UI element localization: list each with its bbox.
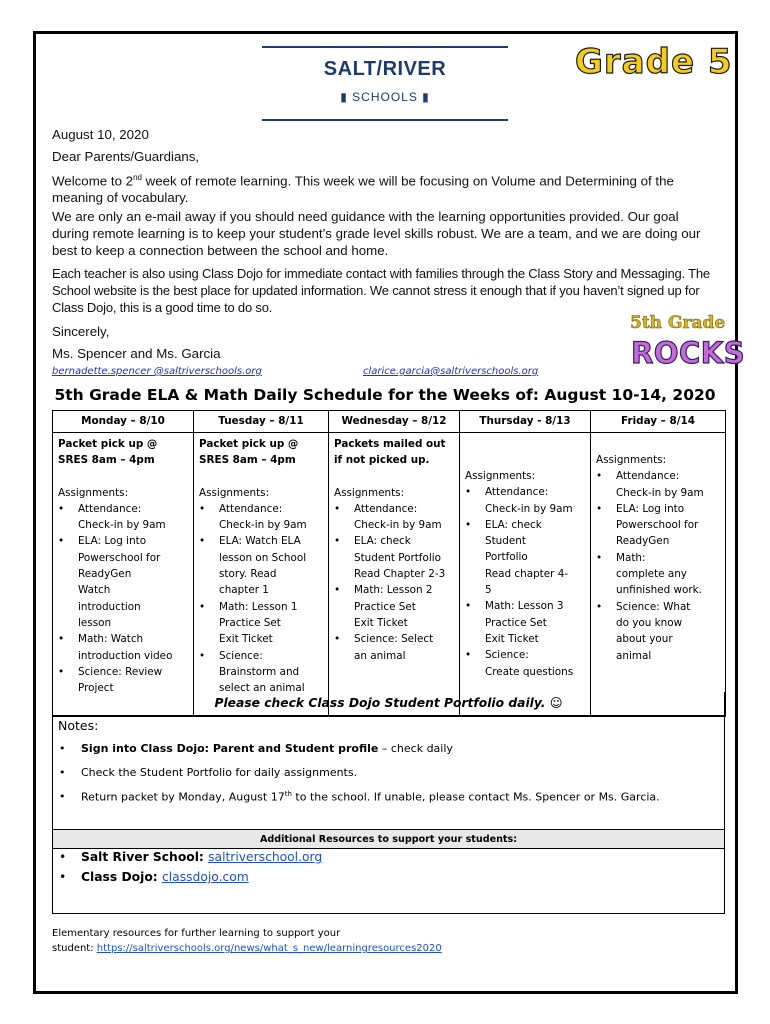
notes-title: Notes: (58, 718, 99, 733)
monday-assignments-label: Assignments: (58, 486, 129, 499)
list-item: • ELA: check Student Portfolio Read chapter 4- 5 (465, 517, 586, 598)
cell-friday (591, 433, 726, 717)
schools-logo-subtitle: ▮ SCHOOLS ▮ (340, 90, 430, 104)
letter-greeting: Dear Parents/Guardians, (52, 149, 200, 164)
list-item: • Science: Create questions (465, 647, 586, 680)
resources-header: Additional Resources to support your students: (52, 829, 725, 849)
letter-paragraph-3: Each teacher is also using Class Dojo for immediate contact with families through the Class Story and Messaging. The School website is the best place for updated information. We cannot stress it enough that if you haven’t signed up for Class Dojo, this is a good time to do so. (52, 266, 710, 315)
schedule-body-row (53, 433, 726, 717)
list-item: • Science: Select an animal (334, 631, 455, 664)
header-wednesday: Wednesday – 8/12 (329, 411, 460, 433)
logo-top-rule (262, 46, 508, 48)
tuesday-assignments-label: Assignments: (199, 486, 270, 499)
header-friday: Friday – 8/14 (591, 411, 726, 433)
list-item: • Attendance: Check-in by 9am (334, 501, 455, 534)
note-item-2: • Check the Student Portfolio for daily assignments. (81, 766, 357, 779)
list-item: • ELA: check Student Portfolio Read Chapter 2-3 (334, 533, 455, 582)
resource-item-class-dojo: • Class Dojo: classdojo.com (81, 870, 249, 884)
schedule-title: 5th Grade ELA & Math Daily Schedule for the Weeks of: August 10-14, 2020 (54, 386, 716, 404)
wednesday-note: Packets mailed out if not picked up. (334, 438, 446, 467)
header-thursday: Thursday - 8/13 (460, 411, 591, 433)
list-item: • ELA: Watch ELA lesson on School story. Read chapter 1 (199, 533, 324, 598)
list-item: • Math: Lesson 1 Practice Set Exit Ticket (199, 599, 324, 648)
list-item: • ELA: Log into Powerschool for ReadyGen Watch introduction lesson (58, 533, 189, 631)
grade-5-title: Grade 5 (575, 42, 733, 82)
email-spencer-link[interactable]: bernadette.spencer @saltriverschools.org (52, 366, 262, 377)
list-item: • Math: Lesson 3 Practice Set Exit Ticket (465, 598, 586, 647)
cell-wednesday (329, 433, 460, 717)
list-item: • ELA: Log into Powerschool for ReadyGen (596, 501, 721, 550)
salt-river-school-link[interactable]: saltriverschool.org (208, 850, 323, 864)
letter-signature: Ms. Spencer and Ms. Garcia (52, 346, 221, 361)
learning-resources-link[interactable]: https://saltriverschools.org/news/what_s_new/learningresources2020 (96, 943, 442, 954)
portfolio-reminder: Please check Class Dojo Student Portfolio daily. ☺ (52, 692, 725, 716)
resource-item-salt-river: • Salt River School: saltriverschool.org (81, 850, 322, 864)
letter-date: August 10, 2020 (52, 127, 149, 142)
logo-left-ornament-icon: ▮ (340, 90, 353, 104)
note-item-3: • Return packet by Monday, August 17th to the school. If unable, please contact Ms. Spencer or Ms. Garcia. (81, 790, 660, 804)
letter-closing: Sincerely, (52, 324, 110, 339)
letter-paragraph-2: We are only an e-mail away if you should need guidance with the learning opportunities provided. Our goal during remote learning is to keep your student’s grade level skills robust. We are a team, and we are doing our best to keep a connection between the school and home. (52, 209, 701, 258)
cell-thursday (460, 433, 591, 717)
email-garcia-link[interactable]: clarice.garcia@saltriverschools.org (363, 366, 539, 377)
schedule-header-row (53, 411, 726, 433)
list-item: • Math: Lesson 2 Practice Set Exit Ticket (334, 582, 455, 631)
thursday-assignments-label: Assignments: (465, 470, 536, 482)
footer-resources: Elementary resources for further learning to support your student: https://saltriverschools.org/news/what_s_new/learningresources2020 (52, 928, 442, 954)
fifth-grade-badge: 5th Grade (630, 313, 726, 333)
list-item: • Math: Watch introduction video (58, 631, 189, 664)
friday-assignments-label: Assignments: (596, 454, 667, 466)
resources-section (52, 848, 725, 914)
cell-tuesday (194, 433, 329, 717)
list-item: • Science: Review Project (58, 664, 189, 697)
header-monday: Monday – 8/10 (53, 411, 194, 433)
cell-monday (53, 433, 194, 717)
tuesday-note: Packet pick up @ SRES 8am – 4pm (199, 438, 299, 467)
list-item: • Science: What do you know about your animal (596, 599, 721, 664)
header-tuesday: Tuesday – 8/11 (194, 411, 329, 433)
list-item: • Science: Brainstorm and select an animal (199, 648, 324, 697)
salt-river-logo: SALT/RIVER (323, 58, 447, 80)
list-item: • Math: complete any unfinished work. (596, 550, 721, 599)
class-dojo-link[interactable]: classdojo.com (161, 870, 249, 884)
note-item-1: • Sign into Class Dojo: Parent and Student profile – check daily (81, 742, 453, 755)
rocks-badge: ROCKS (631, 336, 746, 370)
schedule-table (52, 410, 726, 717)
monday-note: Packet pick up @ SRES 8am – 4pm (58, 438, 158, 467)
list-item: • Attendance: Check-in by 9am (58, 501, 189, 534)
list-item: • Attendance: Check-in by 9am (465, 484, 586, 517)
list-item: • Attendance: Check-in by 9am (596, 468, 721, 501)
letter-paragraph-1: Welcome to 2nd week of remote learning. This week we will be focusing on Volume and Determining of the meaning of vocabulary. (52, 173, 674, 206)
logo-bottom-rule (262, 119, 508, 121)
wednesday-assignments-label: Assignments: (334, 486, 405, 499)
list-item: • Attendance: Check-in by 9am (199, 501, 324, 534)
logo-right-ornament-icon: ▮ (417, 90, 430, 104)
notes-section (52, 716, 725, 830)
